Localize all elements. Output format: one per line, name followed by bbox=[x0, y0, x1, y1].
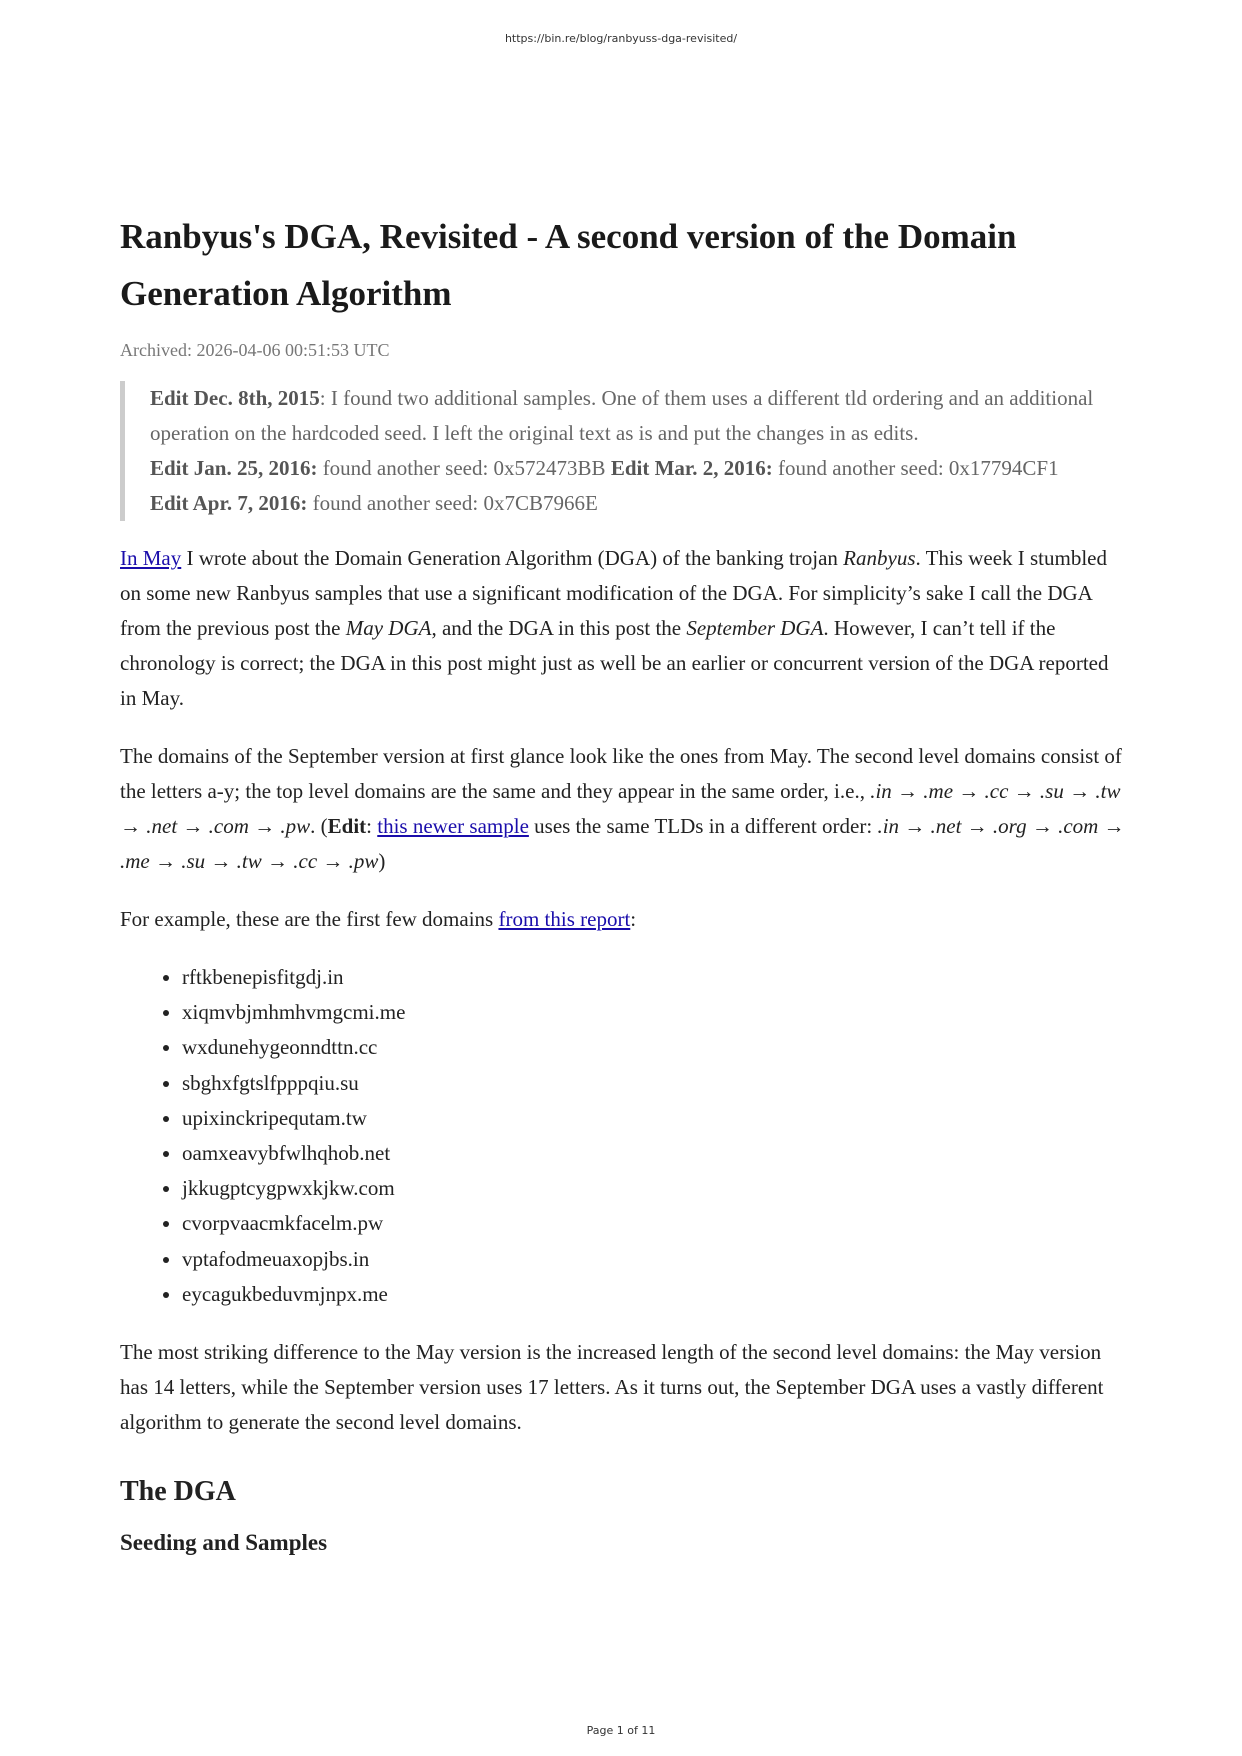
page-url: https://bin.re/blog/ranbyuss-dga-revisited/ bbox=[504, 32, 738, 45]
section-heading: The DGA bbox=[120, 1476, 236, 1508]
text: . This week I stumbled on some new Ranbyus samples that use a significant modification of the DGA. For simplicity’s sake I call the DGA from the previous post the bbox=[120, 546, 1108, 640]
edit-label: Edit Jan. 25, 2016: bbox=[150, 456, 318, 480]
list-item: • vptafodmeuaxopjbs.in bbox=[182, 1242, 1130, 1277]
text: Ranbyus bbox=[843, 546, 916, 570]
list-item: • wxdunehygeonndttn.cc bbox=[182, 1030, 1130, 1065]
list-item: • jkkugptcygpwxkjkw.com bbox=[182, 1171, 1130, 1206]
text: .in → .me → .cc → .su → .tw → .net → .com → .pw bbox=[120, 779, 1121, 838]
intro-paragraph bbox=[120, 541, 1130, 716]
text: . However, I can’t tell if the chronology is correct; the DGA in this post might just as well be an earlier or concurrent version of the DGA reported in May. bbox=[120, 616, 1109, 710]
text: I wrote about the Domain Generation Algorithm (DGA) of the banking trojan bbox=[181, 546, 844, 570]
page-number: Page 1 of 11 bbox=[586, 1724, 656, 1737]
text: Edit bbox=[327, 814, 367, 838]
edit-label: Edit Apr. 7, 2016: bbox=[150, 491, 308, 515]
text: : bbox=[630, 907, 637, 931]
subsection-heading: Seeding and Samples bbox=[120, 1530, 328, 1556]
text: : bbox=[366, 814, 378, 838]
difference-paragraph: The most striking difference to the May version is the increased length of the second level domains: the May version has 14 letters, while the September version uses 17 letters. As it turns out, the September DGA uses a vastly different algorithm to generate the second level domains. bbox=[120, 1340, 1104, 1435]
edit-label: Edit Dec. 8th, 2015 bbox=[150, 386, 320, 410]
article bbox=[120, 208, 1130, 1556]
report-link[interactable]: from this report bbox=[498, 907, 631, 931]
domain-list bbox=[120, 960, 1130, 1312]
archived-timestamp: Archived: 2026-04-06 00:51:53 UTC bbox=[120, 340, 390, 360]
text: . ( bbox=[310, 814, 328, 838]
text: For example, these are the first few domains bbox=[120, 907, 499, 931]
in-may-link[interactable]: In May bbox=[120, 546, 182, 570]
text: uses the same TLDs in a different order: bbox=[528, 814, 878, 838]
example-paragraph bbox=[120, 902, 1130, 937]
edit-text: found another seed: 0x572473BB bbox=[317, 456, 611, 480]
list-item: • rftkbenepisfitgdj.in bbox=[182, 960, 1130, 995]
edit-text: : I found two additional samples. One of them uses a different tld ordering and an additional operation on the hardcoded seed. I left the original text as is and put the changes in as edits. bbox=[150, 386, 1094, 445]
text: , and the DGA in this post the bbox=[431, 616, 687, 640]
edit-text: found another seed: 0x17794CF1 bbox=[772, 456, 1059, 480]
text: .in → .net → .org → .com → .me → .su → .tw → .cc → .pw bbox=[120, 814, 1125, 873]
page-title: Ranbyus's DGA, Revisited - A second version of the Domain Generation Algorithm bbox=[120, 217, 1017, 313]
tld-paragraph bbox=[120, 739, 1130, 879]
text: September DGA bbox=[686, 616, 824, 640]
list-item: • sbghxfgtslfpppqiu.su bbox=[182, 1066, 1130, 1101]
text: ) bbox=[378, 849, 386, 873]
list-item: • xiqmvbjmhmhvmgcmi.me bbox=[182, 995, 1130, 1030]
text: The domains of the September version at first glance look like the ones from May. The second level domains consist of the letters a-y; the top level domains are the same and they appear in the same order, i.e., bbox=[120, 744, 1122, 803]
list-item: • oamxeavybfwlhqhob.net bbox=[182, 1136, 1130, 1171]
edit-text: found another seed: 0x7CB7966E bbox=[307, 491, 598, 515]
list-item: • upixinckripequtam.tw bbox=[182, 1101, 1130, 1136]
edit-notes bbox=[120, 381, 1130, 521]
list-item: • cvorpvaacmkfacelm.pw bbox=[182, 1206, 1130, 1241]
edit-label: Edit Mar. 2, 2016: bbox=[610, 456, 773, 480]
newer-sample-link[interactable]: this newer sample bbox=[377, 814, 529, 838]
list-item: • eycagukbeduvmjnpx.me bbox=[182, 1277, 1130, 1312]
text: May DGA bbox=[345, 616, 432, 640]
